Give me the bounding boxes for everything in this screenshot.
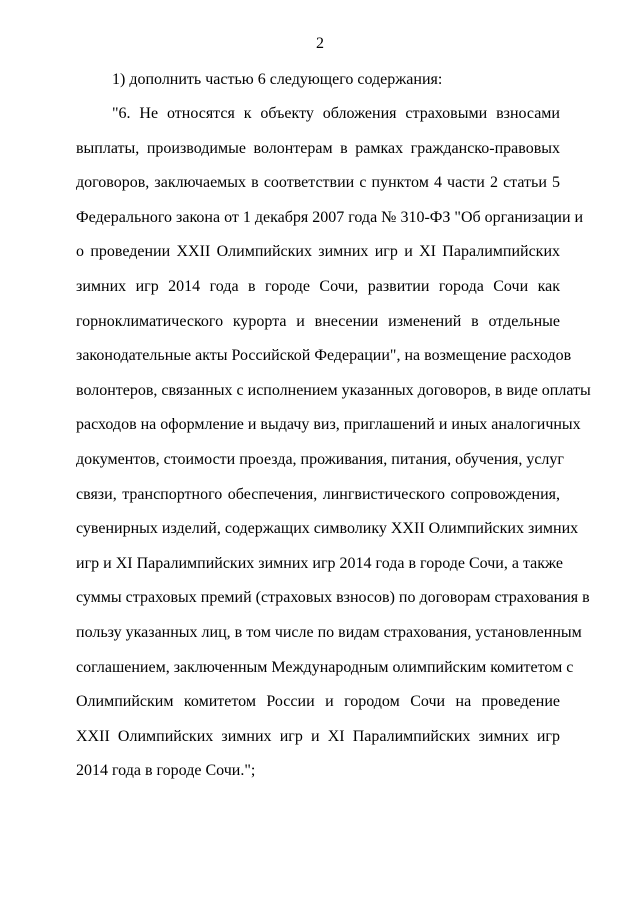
text-line: "6. Не относятся к объекту обложения страховыми взносами — [112, 105, 560, 122]
text-line: горноклиматического курорта и внесении изменений в отдельные — [76, 312, 560, 330]
text-line: волонтеров, связанных с исполнением указанных договоров, в виде оплаты — [76, 381, 591, 399]
text-line: о проведении XXII Олимпийских зимних игр и XI Паралимпийских — [76, 243, 560, 261]
text-line: Федерального закона от 1 декабря 2007 года № 310-ФЗ "Об организации и — [76, 208, 584, 226]
page-number: 2 — [316, 35, 324, 52]
text-line: пользу указанных лиц, в том числе по видам страхования, установленным — [76, 623, 582, 641]
text-line: XXII Олимпийских зимних игр и XI Паралимпийских зимних игр — [76, 727, 560, 745]
text-line: договоров, заключаемых в соответствии с пунктом 4 части 2 статьи 5 — [76, 174, 560, 192]
text-line: документов, стоимости проезда, проживания, питания, обучения, услуг — [76, 450, 564, 468]
text-line: Олимпийским комитетом России и городом Сочи на проведение — [76, 693, 560, 711]
text-line: соглашением, заключенным Международным олимпийским комитетом с — [76, 658, 574, 676]
amendment-intro: 1) дополнить частью 6 следующего содержания: — [112, 71, 443, 88]
text-line: законодательные акты Российской Федерации", на возмещение расходов — [76, 347, 572, 365]
text-line: игр и XI Паралимпийских зимних игр 2014 года в городе Сочи, а также — [76, 554, 563, 572]
text-line: 2014 года в городе Сочи."; — [76, 762, 256, 780]
text-line: суммы страховых премий (страховых взносов) по договорам страхования в — [76, 589, 590, 607]
amendment-text — [76, 104, 591, 796]
text-line: расходов на оформление и выдачу виз, приглашений и иных аналогичных — [76, 416, 581, 434]
text-line: связи, транспортного обеспечения, лингвистического сопровождения, — [76, 485, 560, 503]
text-line: выплаты, производимые волонтерам в рамках гражданско-правовых — [76, 139, 560, 157]
text-line: зимних игр 2014 года в городе Сочи, развитии города Сочи как — [76, 277, 560, 295]
text-line: сувенирных изделий, содержащих символику XXII Олимпийских зимних — [76, 520, 579, 538]
